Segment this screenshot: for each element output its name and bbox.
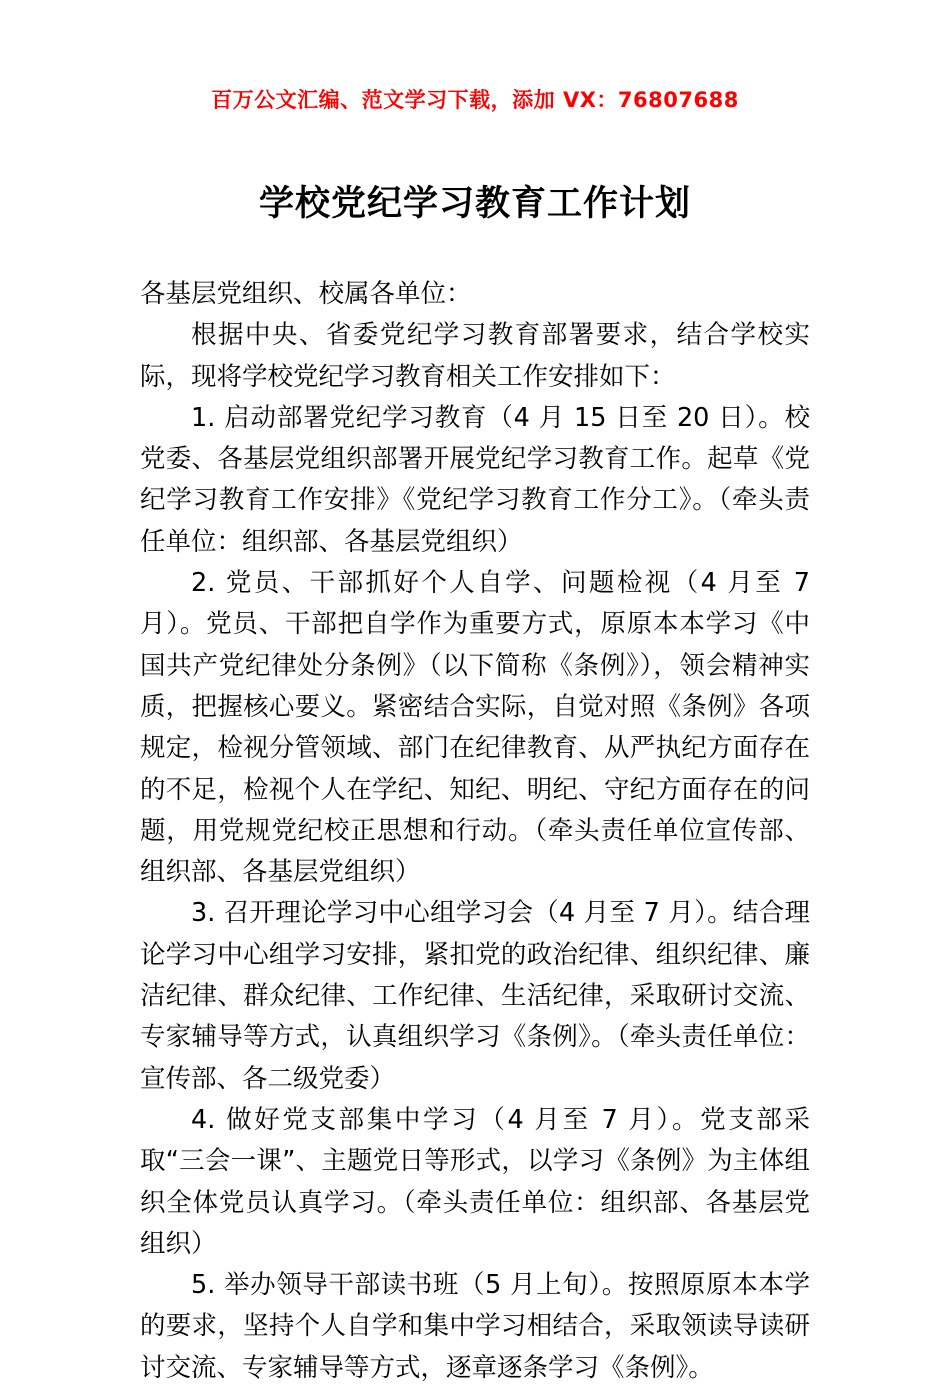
page-title: 学校党纪学习教育工作计划: [258, 184, 691, 224]
paragraph-item-5: 5. 举办领导干部读书班（5 月上旬）。按照原原本本学的要求，坚持个人自学和集中学习相结合，采取领读导读研讨交流、专家辅导等方式，逐章逐条学习《条例》。: [140, 1270, 810, 1383]
paragraph-preamble: 根据中央、省委党纪学习教育部署要求，结合学校实际，现将学校党纪学习教育相关工作安排如下：: [140, 320, 810, 392]
paragraph-salutation: 各基层党组织、校属各单位：: [140, 279, 472, 309]
paragraph-item-4: 4. 做好党支部集中学习（4 月至 7 月）。党支部采取“三会一课”、主题党日等形式，以学习《条例》为主体组织全体党员认真学习。（牵头责任单位：组织部、各基层党组织）: [140, 1104, 810, 1259]
paragraph-item-3: 3. 召开理论学习中心组学习会（4 月至 7 月）。结合理论学习中心组学习安排，紧扣党的政治纪律、组织纪律、廉洁纪律、群众纪律、工作纪律、生活纪律，采取研讨交流、专家辅导等方式，认真组织学习《条例》。（牵头责任单位：宣传部、各二级党委）: [140, 898, 810, 1094]
promo-watermark: 百万公文汇编、范文学习下载，添加 VX：76807688: [211, 88, 739, 112]
paragraph-item-2: 2. 党员、干部抓好个人自学、问题检视（4 月至 7 月）。党员、干部把自学作为重要方式，原原本本学习《中国共产党纪律处分条例》（以下简称《条例》），领会精神实质，把握核心要义。紧密结合实际，自觉对照《条例》各项规定，检视分管领域、部门在纪律教育、从严执纪方面存在的不足，检视个人在学纪、知纪、明纪、守纪方面存在的问题，用党规党纪校正思想和行动。（牵头责任单位宣传部、组织部、各基层党组织）: [140, 568, 810, 888]
document-body: [140, 274, 810, 1389]
paragraph-item-1: 1. 启动部署党纪学习教育（4 月 15 日至 20 日）。校党委、各基层党组织部署开展党纪学习教育工作。起草《党纪学习教育工作安排》《党纪学习教育工作分工》。（牵头责任单位：组织部、各基层党组织）: [140, 402, 810, 557]
